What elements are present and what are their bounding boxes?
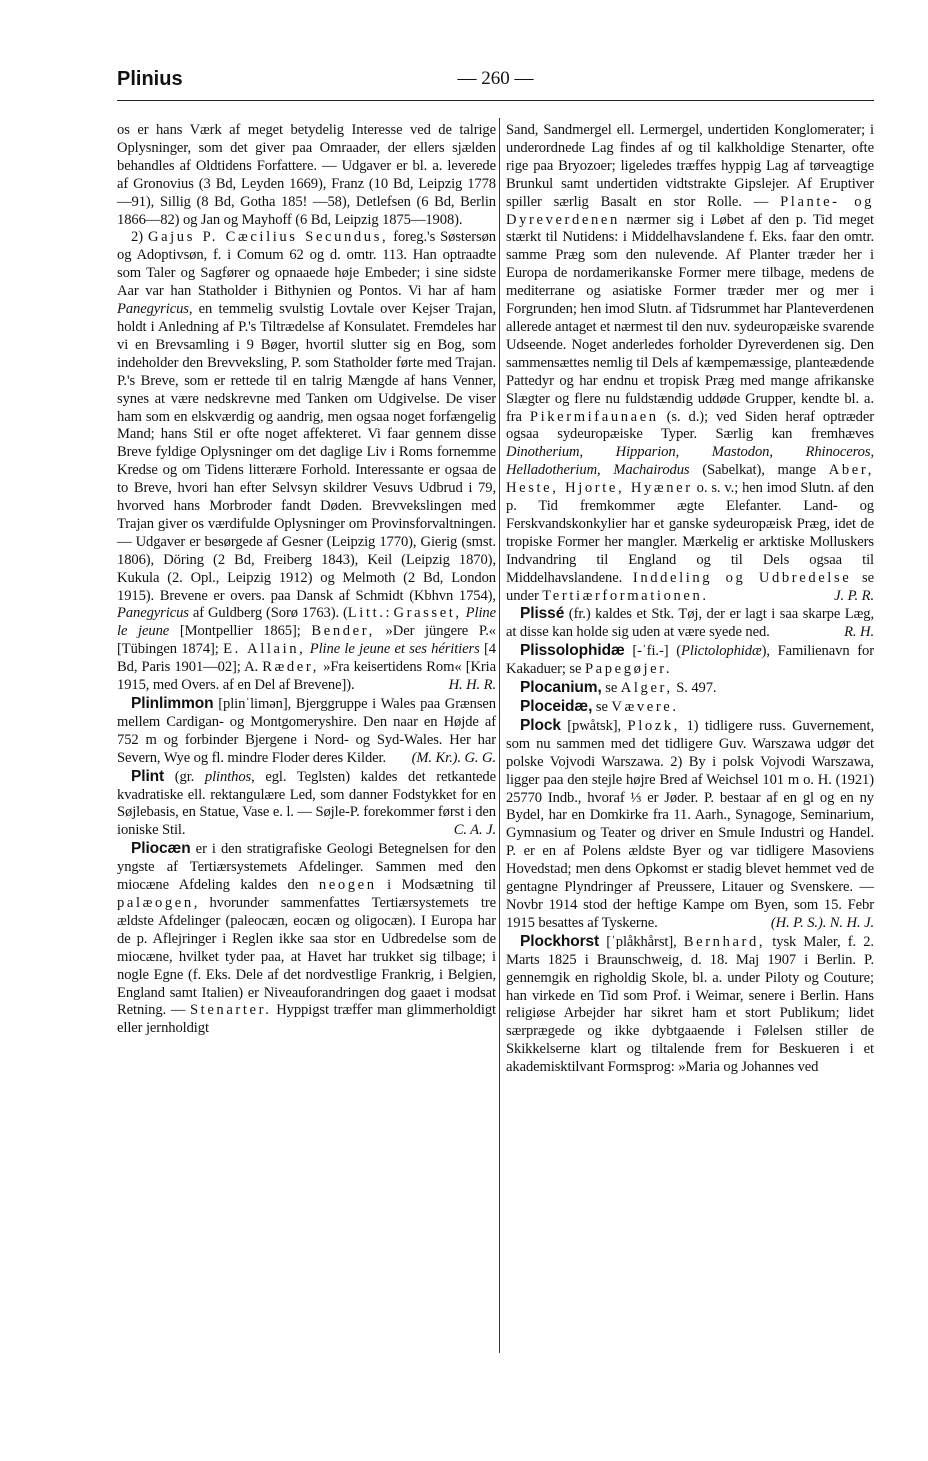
author-signature: (M. Kr.). G. G. bbox=[411, 749, 496, 766]
right-column bbox=[506, 122, 874, 1077]
headword: Pliocæn bbox=[131, 840, 191, 858]
author-signature: H. H. R. bbox=[448, 677, 496, 694]
headword: Ploceidæ, bbox=[520, 698, 593, 715]
pliocaen-continuation: Sand, Sandmergel ell. Lermergel, undertiden Konglomerater; i underordnede Lag findes af og til kalkholdige Stenarter, ofte rige paa Bryozoer; ligeledes træffes hyppig Lag af tørveagtige Brunkul samt undertiden vidtstrakte Gipslejer. Af Eruptiver spiller særlig Basalt en stor Rolle. — Plante- og Dyreverdenen nærmer sig i Løbet af den p. Tid meget stærkt til Nutidens: i Middelhavslandene f. Eks. faar den omtr. samme Præg som den nulevende. Af Planter træder her i Europa de nordamerikanske Former mere tilbage, medens de mediterrane og asiatiske Former træder mer og mer i Forgrunden; hen imod Slutn. af Tidsrummet har Planteverdenen allerede antaget et nærmest til den nuv. sydeuropæiske svarende Udseende. Noget anderledes forholder Dyreverdenen sig. Den sammensættes nemlig til Dels af kæmpemæssige, planteædende Pattedyr og har endnu et tropisk Præg med mange afrikanske Slægter og flere nu fuldstændig uddøde Grupper, kendte bl. a. fra Pikermifaunaen (s. d.); ved Siden heraf optræder ogsaa sydeuropæiske Typer. Særlig kan fremhæves Dinotherium, Hipparion, Mastodon, Rhinoceros, Helladotherium, Machairodus (Sabelkat), mange Aber, Heste, Hjorte, Hyæner o. s. v.; hen imod Slutn. af den p. Tid fremkommer ægte Elefanter. Land- og Ferskvandskonkylier har et ganske sydeuropæisk Præg, idet de tropiske Former her mangler. Mærkelig er arktiske Molluskers Indvandring til England og til Dels ogsaa til Middelhavslandene. Inddeling og Udbredelse se under Tertiærformationen. J. P. R. bbox=[506, 122, 874, 604]
column-divider bbox=[499, 118, 500, 1353]
entry-ploceidae: Ploceidæ, se Vævere. bbox=[520, 698, 679, 715]
entry-pliocaen: Pliocæn er i den stratigrafiske Geologi Betegnelsen for den yngste af Tertiærsystemets Afdelinger. Sammen med den miocæne Afdeling kaldes den neogen i Modsætning til palæogen, hvorunder sammenfattes Tertiærsystemets tre ældste Afdelinger (paleocæn, eocæn og oligocæn). I Europa har de p. Aflejringer i Reglen ikke saa stor en Udbredelse som de miocæne, hvilket tyder paa, at Havet har trukket sig tilbage; i nogle Egne (f. Eks. Dele af det nordvestlige Frankrig, i Belgien, England samt Italien) er Niveauforandringen dog gaaet i modsat Retning. — Stenarter. Hyppigst træffer man glimmerholdigt eller jernholdigt bbox=[117, 840, 496, 1037]
running-head: Plinius bbox=[117, 68, 183, 90]
entry-plissolophidae: Plissolophidæ [-ˈfi.-] (Plictolophidæ), Familienavn for Kakaduer; se Papegøjer. bbox=[506, 642, 874, 678]
headword: Plissé bbox=[520, 605, 565, 623]
page-header bbox=[117, 62, 874, 96]
entry-plisse: Plissé (fr.) kaldes et Stk. Tøj, der er lagt i saa skarpe Læg, at disse kan holde sig uden at være syede ned. R. H. bbox=[506, 605, 874, 641]
entry-plockhorst: Plockhorst [ˈplåkhårst], Bernhard, tysk Maler, f. 2. Marts 1825 i Braunschweig, d. 18. Maj 1907 i Berlin. P. gennemgik en righoldig Skole, bl. a. under Piloty og Couture; han virkede en Tid som Prof. i Weimar, senere i Berlin. Hans religiøse Arbejder har sikret ham et stort Publikum; lidet særprægede og ikke dybtgaaende i Følelsen stiller de Skikkelserne klart og tiltalende frem for Beskueren i et akademisktilvant Formsprog: »Maria og Johannes ved bbox=[506, 932, 874, 1076]
page-number: — 260 — bbox=[457, 68, 534, 89]
headword: Plock bbox=[520, 716, 561, 734]
entry-plocanium: Plocanium, se Alger, S. 497. bbox=[520, 679, 717, 697]
entry-plinius-2: 2) Gajus P. Cæcilius Secundus, foreg.'s Søstersøn og Adoptivsøn, f. i Comum 62 og d. omtr. 113. Han optraadte som Taler og Sagfører og opnaaede høje Embeder; i sine sidste Aar var han Statholder i Bithynien og Pontos. Vi har af ham Panegyricus, en temmelig svulstig Lovtale over Kejser Trajan, holdt i Anledning af P.'s Tiltrædelse af Konsulatet. Fremdeles har vi en Brevsamling i 9 Bøger, hvortil slutter sig en Bog, som indeholder den Brevveksling, P. som Statholder førte med Trajan. P.'s Breve, som er rettede til en talrig Mængde af hans Venner, synes at være nedskrevne med Tanken om Udgivelse. De viser ham som en elskværdig og aandrig, men ogsaa noget forfængelig Mand; hans Stil er ofte noget affekteret. Vi faar gennem disse Breve fyldige Oplysninger om det daglige Liv i Roms fornemme Kredse og om Tidens litterære Forhold. Interessante er ogsaa de to Breve, hvori han efter Selvsyn skildrer Vesuvs Udbrud i 79, hvorved hans Morbroder fandt Døden. Brevvekslingen med Trajan giver os værdifulde Oplysninger om Provinsforvaltningen. — Udgaver er besørgede af Gesner (Leipzig 1770), Gierig (smst. 1806), Döring (2 Bd, Freiberg 1843), Keil (Leipzig 1870), Kukula (2. Opl., Leipzig 1912) og Melmoth (2 Bd, London 1915). Brevene er overs. paa Dansk af Schmidt (Kbhvn 1754), Panegyricus af Guldberg (Sorø 1763). (Litt.: Grasset, Pline le jeune [Montpellier 1865]; Bender, »Der jüngere P.« [Tübingen 1874]; E. Allain, Pline le jeune et ses héritiers [4 Bd, Paris 1901—02]; A. Ræder, »Fra keisertidens Rom« [Kria 1915, med Overs. af en Del af Brevene]). H. H. R. bbox=[117, 229, 496, 694]
author-signature: C. A. J. bbox=[453, 822, 496, 839]
entry-plock: Plock [pwåtsk], Plozk, 1) tidligere russ. Guvernement, som nu sammen med det tidligere Guv. Warszawa udgør det polske Vojvodi Warszawa. 2) By i polsk Vojvodi Warszawa, ligger paa den stejle højre Bred af Weichsel 101 m o. H. (1921) 25770 Indb., hvoraf ⅓ er Jøder. P. bestaar af en gl og en ny Bydel, har en Domkirke fra 11. Aarh., Synagoge, Seminarium, Gymnasium og Teater og driver en Smule Industri og Handel. P. er en af Polens ældste Byer og var tidligere Masoviens Hovedstad; men dens Opkomst er stadig blevet hemmet ved de gentagne Plyndringer af Preussere, Litauer og Svenskere. — Novbr 1914 stod der heftige Kampe om Byen, som 15. Febr 1915 besattes af Tyskerne. (H. P. S.). N. H. J. bbox=[506, 716, 874, 931]
header-rule bbox=[117, 100, 874, 101]
author-signature: J. P. R. bbox=[834, 587, 874, 604]
headword: Plinlimmon bbox=[131, 695, 214, 712]
author-signature: (H. P. S.). N. H. J. bbox=[770, 914, 874, 931]
entry-plint: Plint (gr. plinthos, egl. Teglsten) kaldes det retkantede kvadratiske ell. rektangulære Led, som danner Fodstykket for en Søjlebasis, en Statue, Vase e. l. — Søjle-P. forekommer først i den ioniske Stil. C. A. J. bbox=[117, 767, 496, 839]
plinius-continuation: os er hans Værk af meget betydelig Interesse ved de talrige Oplysninger, som det giver paa Omraader, der ellers sjælden behandles af Oldtidens Forfattere. — Udgaver er bl. a. leverede af Gronovius (3 Bd, Leyden 1669), Franz (10 Bd, Leipzig 1778—91), Sillig (8 Bd, Gotha 185! —58), Detlefsen (6 Bd, Berlin 1866—82) og Jan og Mayhoff (6 Bd, Leipzig 1875—1908). bbox=[117, 122, 496, 228]
left-column bbox=[117, 122, 496, 1038]
headword: Plissolophidæ bbox=[520, 642, 625, 660]
author-signature: R. H. bbox=[844, 624, 874, 641]
headword: Plockhorst bbox=[520, 932, 600, 950]
headword: Plocanium, bbox=[520, 679, 602, 697]
entry-plinlimmon: Plinlimmon [plinˈlimən], Bjerggruppe i Wales paa Grænsen mellem Cardigan- og Montgomeryshire. Den naar en Højde af 752 m og forbinder Bjergene i Nord- og Syd-Wales. Her har Severn, Wye og fl. mindre Floder deres Kilder. (M. Kr.). G. G. bbox=[117, 695, 496, 766]
headword: Plint bbox=[131, 767, 165, 785]
